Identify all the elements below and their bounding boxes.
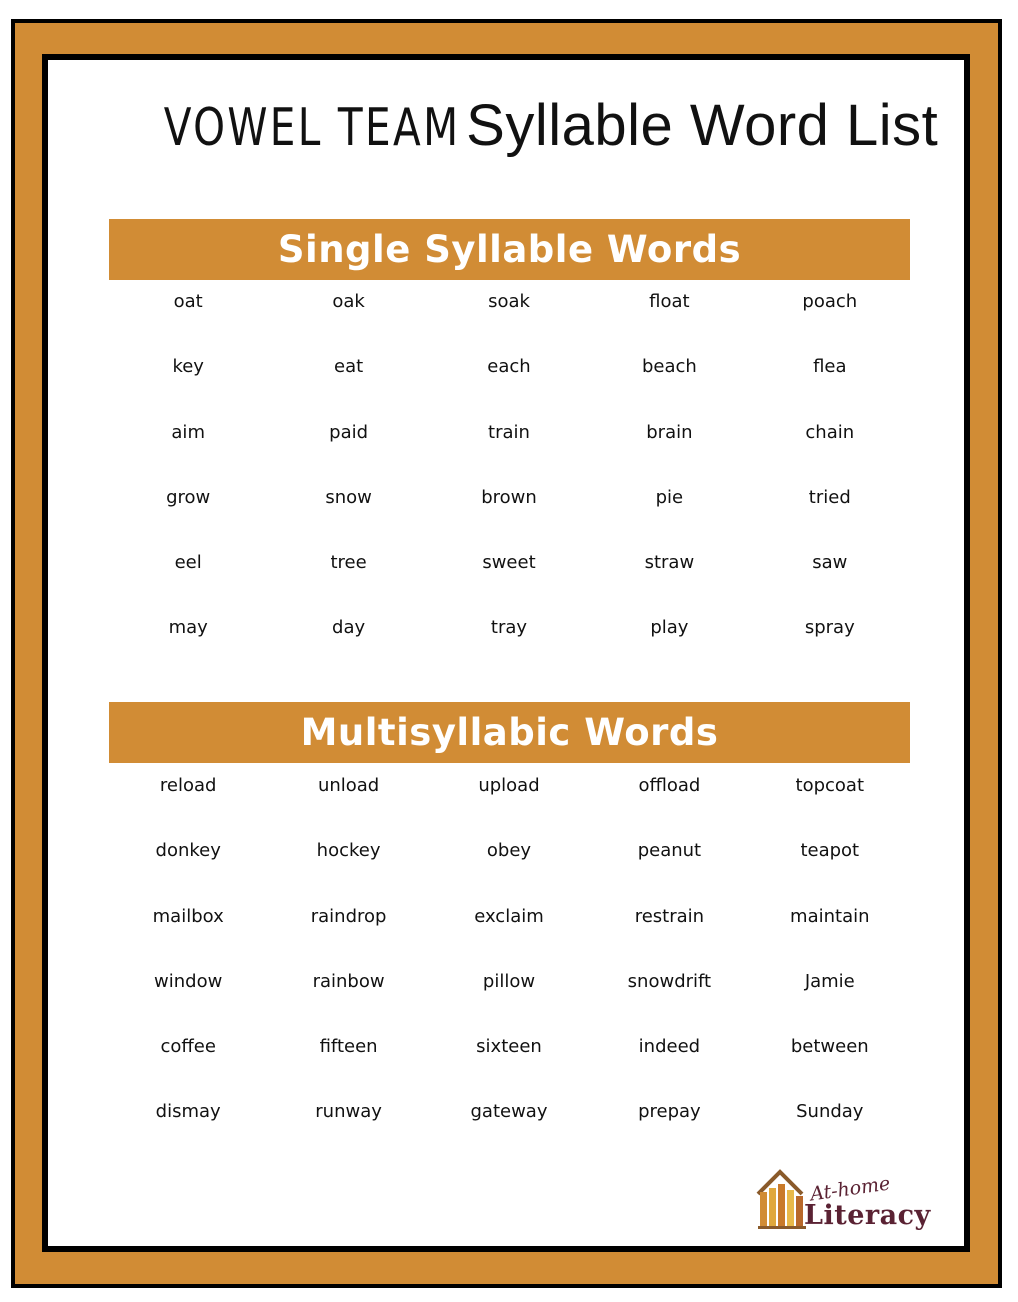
word-cell: spray [804, 617, 855, 639]
word-cell: Sunday [796, 1101, 864, 1123]
word-cell: teapot [800, 840, 860, 862]
word-cell: snowdrift [627, 970, 712, 992]
word-cell: fifteen [319, 1036, 378, 1058]
word-cell: day [332, 617, 366, 639]
word-cell: oat [173, 291, 203, 312]
word-cell: raindrop [310, 905, 387, 927]
word-cell: runway [315, 1101, 382, 1123]
word-cell: between [790, 1036, 869, 1058]
page-title-vowel-team: VOWEL TEAM [163, 98, 461, 158]
word-cell: tried [808, 486, 851, 508]
word-cell: aim [171, 421, 205, 443]
word-cell: soak [488, 291, 530, 312]
word-cell: obey [486, 840, 532, 862]
word-cell: each [487, 356, 531, 378]
section-header-single-syllable: Single Syllable Words [109, 219, 910, 280]
word-cell: saw [812, 552, 848, 574]
word-cell: maintain [790, 905, 870, 927]
word-cell: brown [481, 486, 537, 508]
word-cell: float [649, 291, 690, 312]
word-cell: sixteen [476, 1036, 542, 1058]
at-home-literacy-logo [754, 1164, 940, 1234]
word-cell: dismay [155, 1101, 221, 1123]
word-cell: snow [325, 486, 372, 508]
word-cell: beach [641, 356, 697, 378]
word-cell: chain [805, 421, 855, 443]
word-cell: peanut [637, 840, 702, 862]
word-cell: tray [490, 617, 528, 639]
word-cell: rainbow [312, 970, 385, 992]
word-cell: upload [478, 775, 540, 796]
section-header-multisyllabic: Multisyllabic Words [109, 702, 910, 763]
word-cell: unload [317, 775, 380, 796]
word-cell: prepay [638, 1101, 701, 1123]
word-cell: donkey [155, 840, 221, 862]
word-cell: pillow [482, 970, 536, 992]
word-cell: restrain [634, 905, 705, 927]
word-cell: train [488, 421, 530, 443]
word-cell: may [168, 617, 208, 639]
word-cell: play [650, 617, 689, 639]
logo-tagline: At-home [808, 1172, 892, 1206]
word-cell: exclaim [474, 905, 544, 927]
word-cell: offload [638, 775, 701, 796]
word-cell: oak [332, 291, 365, 312]
word-cell: hockey [316, 840, 381, 862]
word-cell: grow [166, 486, 211, 508]
word-cell: flea [813, 356, 847, 378]
word-cell: straw [644, 552, 695, 574]
word-cell: reload [159, 775, 217, 796]
word-cell: sweet [482, 552, 536, 574]
logo-wordmark: Literacy [804, 1200, 931, 1231]
word-cell: gateway [470, 1101, 548, 1123]
word-cell: window [154, 970, 223, 992]
word-cell: mailbox [152, 905, 224, 927]
word-cell: eat [334, 356, 364, 378]
word-cell: poach [802, 291, 858, 312]
word-cell: eel [174, 552, 202, 574]
word-grid-multisyllabic [108, 776, 910, 1168]
word-cell: paid [329, 421, 369, 443]
word-cell: coffee [160, 1036, 216, 1058]
word-cell: indeed [638, 1036, 701, 1058]
word-cell: pie [655, 486, 684, 508]
page-title-word-list: Syllable Word List [466, 93, 939, 158]
page-title [0, 92, 1018, 172]
word-cell: tree [330, 552, 367, 574]
word-grid-single-syllable [108, 292, 910, 684]
word-cell: key [172, 356, 204, 378]
word-cell: topcoat [795, 775, 865, 796]
word-cell: brain [646, 421, 693, 443]
word-cell: Jamie [804, 970, 855, 992]
